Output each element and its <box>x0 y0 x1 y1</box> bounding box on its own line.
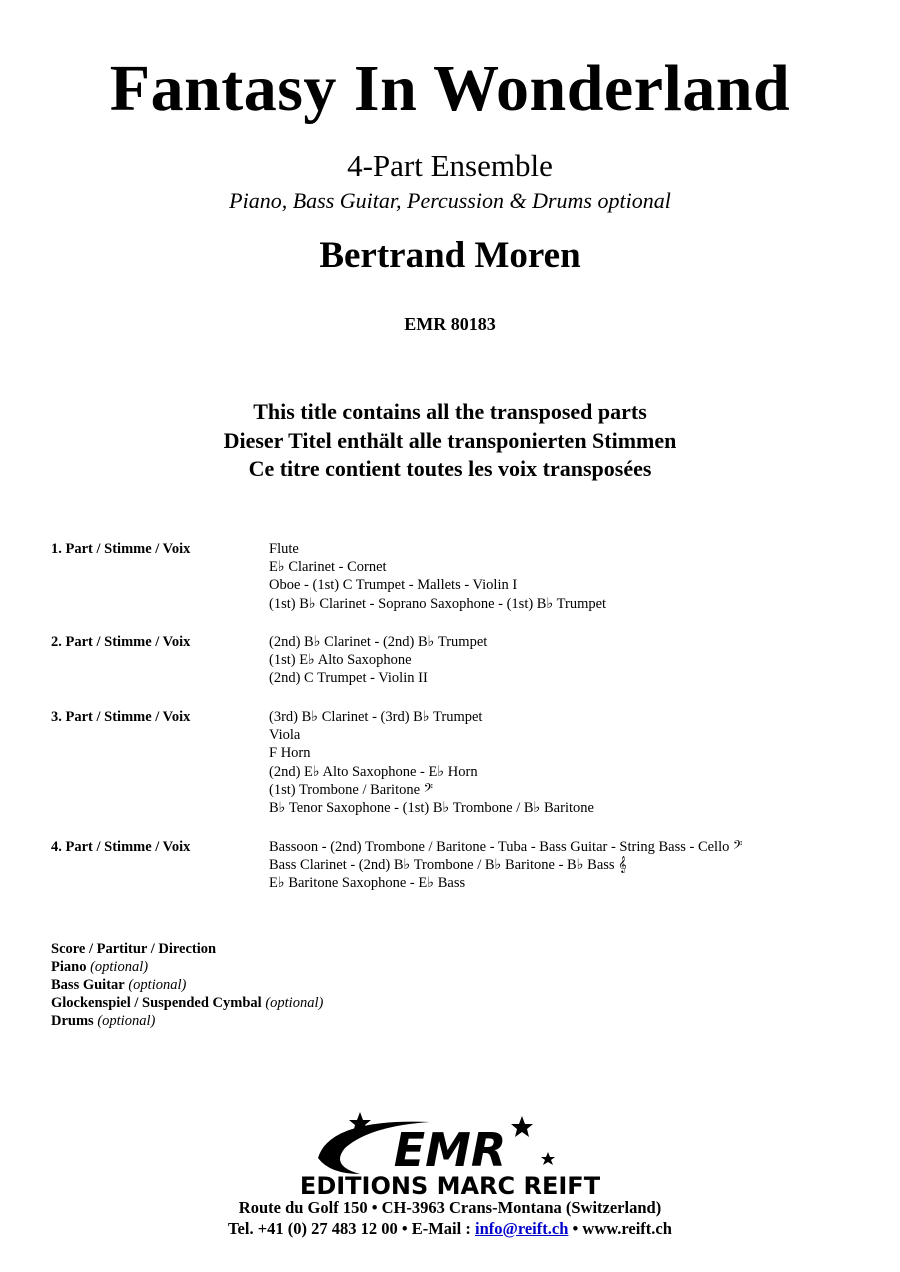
list-item: (2nd) B♭ Clarinet - (2nd) B♭ Trumpet <box>269 634 488 650</box>
composer: Bertrand Moren <box>319 235 581 276</box>
extra-note: (optional) <box>265 995 324 1011</box>
list-item: B♭ Tenor Saxophone - (1st) B♭ Trombone / B♭ Baritone <box>269 800 594 817</box>
publisher-name: EDITIONS MARC REIFT <box>299 1172 601 1198</box>
list-item: F Horn <box>269 745 311 762</box>
list-item: (2nd) C Trumpet - Violin II <box>269 670 428 687</box>
publisher-logo <box>0 1108 900 1203</box>
list-item: Flute <box>269 541 299 557</box>
transposition-notice <box>0 398 900 484</box>
part-3-instruments <box>269 708 594 817</box>
part-4-instruments <box>269 838 742 893</box>
list-item <box>51 994 323 1012</box>
notice-german: Dieser Titel enthält alle transponierten Stimmen <box>223 427 677 453</box>
extra-name: Glockenspiel / Suspended Cymbal <box>51 995 262 1011</box>
extra-note: (optional) <box>128 977 187 993</box>
list-item <box>51 958 323 976</box>
list-item <box>51 976 323 994</box>
list-item: (1st) B♭ Clarinet - Soprano Saxophone - (1st) B♭ Trumpet <box>269 595 607 612</box>
emr-logo-graphic <box>0 1108 900 1198</box>
list-item: Viola <box>269 727 301 744</box>
list-item: Bassoon - (2nd) Trombone / Baritone - Tuba - Bass Guitar - String Bass - Cello 𝄢 <box>269 839 743 855</box>
list-item: (3rd) B♭ Clarinet - (3rd) B♭ Trumpet <box>269 709 483 725</box>
part-1-instruments <box>269 540 606 613</box>
list-item: (1st) E♭ Alto Saxophone <box>269 652 412 669</box>
list-item: E♭ Clarinet - Cornet <box>269 559 387 576</box>
notice-french: Ce titre contient toutes les voix transposées <box>248 456 652 481</box>
extra-name: Bass Guitar <box>51 977 125 993</box>
logo-text: EMR <box>393 1123 507 1177</box>
notice-english: This title contains all the transposed parts <box>253 399 647 424</box>
part-2-label: 2. Part / Stimme / Voix <box>51 634 191 650</box>
extra-name: Piano <box>51 959 87 975</box>
extra-name: Drums <box>51 1013 94 1029</box>
extra-note: (optional) <box>90 959 149 975</box>
additional-parts <box>51 940 323 1030</box>
part-3-label: 3. Part / Stimme / Voix <box>51 709 191 725</box>
publisher-tel: Tel. +41 (0) 27 483 12 00 • E-Mail : <box>228 1219 471 1238</box>
part-4-label: 4. Part / Stimme / Voix <box>51 839 191 855</box>
page-title: Fantasy In Wonderland <box>109 52 791 125</box>
extra-name: Score / Partitur / Direction <box>51 941 217 957</box>
list-item: E♭ Baritone Saxophone - E♭ Bass <box>269 875 466 892</box>
list-item: Oboe - (1st) C Trumpet - Mallets - Violin I <box>269 577 518 594</box>
list-item: (2nd) E♭ Alto Saxophone - E♭ Horn <box>269 763 478 780</box>
extra-note: (optional) <box>97 1013 156 1029</box>
star-icon <box>541 1152 555 1165</box>
part-1-label: 1. Part / Stimme / Voix <box>51 541 191 557</box>
publisher-web[interactable]: • www.reift.ch <box>572 1219 672 1238</box>
publisher-contact <box>0 1218 900 1239</box>
publisher-address: Route du Golf 150 • CH-3963 Crans-Montana (Switzerland) <box>238 1198 662 1217</box>
list-item: (1st) Trombone / Baritone 𝄢 <box>269 781 433 798</box>
subtitle: 4-Part Ensemble <box>347 148 553 183</box>
instrumentation: Piano, Bass Guitar, Percussion & Drums optional <box>229 188 671 213</box>
star-icon <box>511 1116 533 1137</box>
part-2-instruments <box>269 633 487 688</box>
list-item <box>51 940 323 958</box>
list-item <box>51 1012 323 1030</box>
catalog-number: EMR 80183 <box>404 314 496 334</box>
email-link[interactable]: info@reift.ch <box>474 1219 569 1238</box>
list-item: Bass Clarinet - (2nd) B♭ Trombone / B♭ Baritone - B♭ Bass 𝄞 <box>269 857 627 874</box>
